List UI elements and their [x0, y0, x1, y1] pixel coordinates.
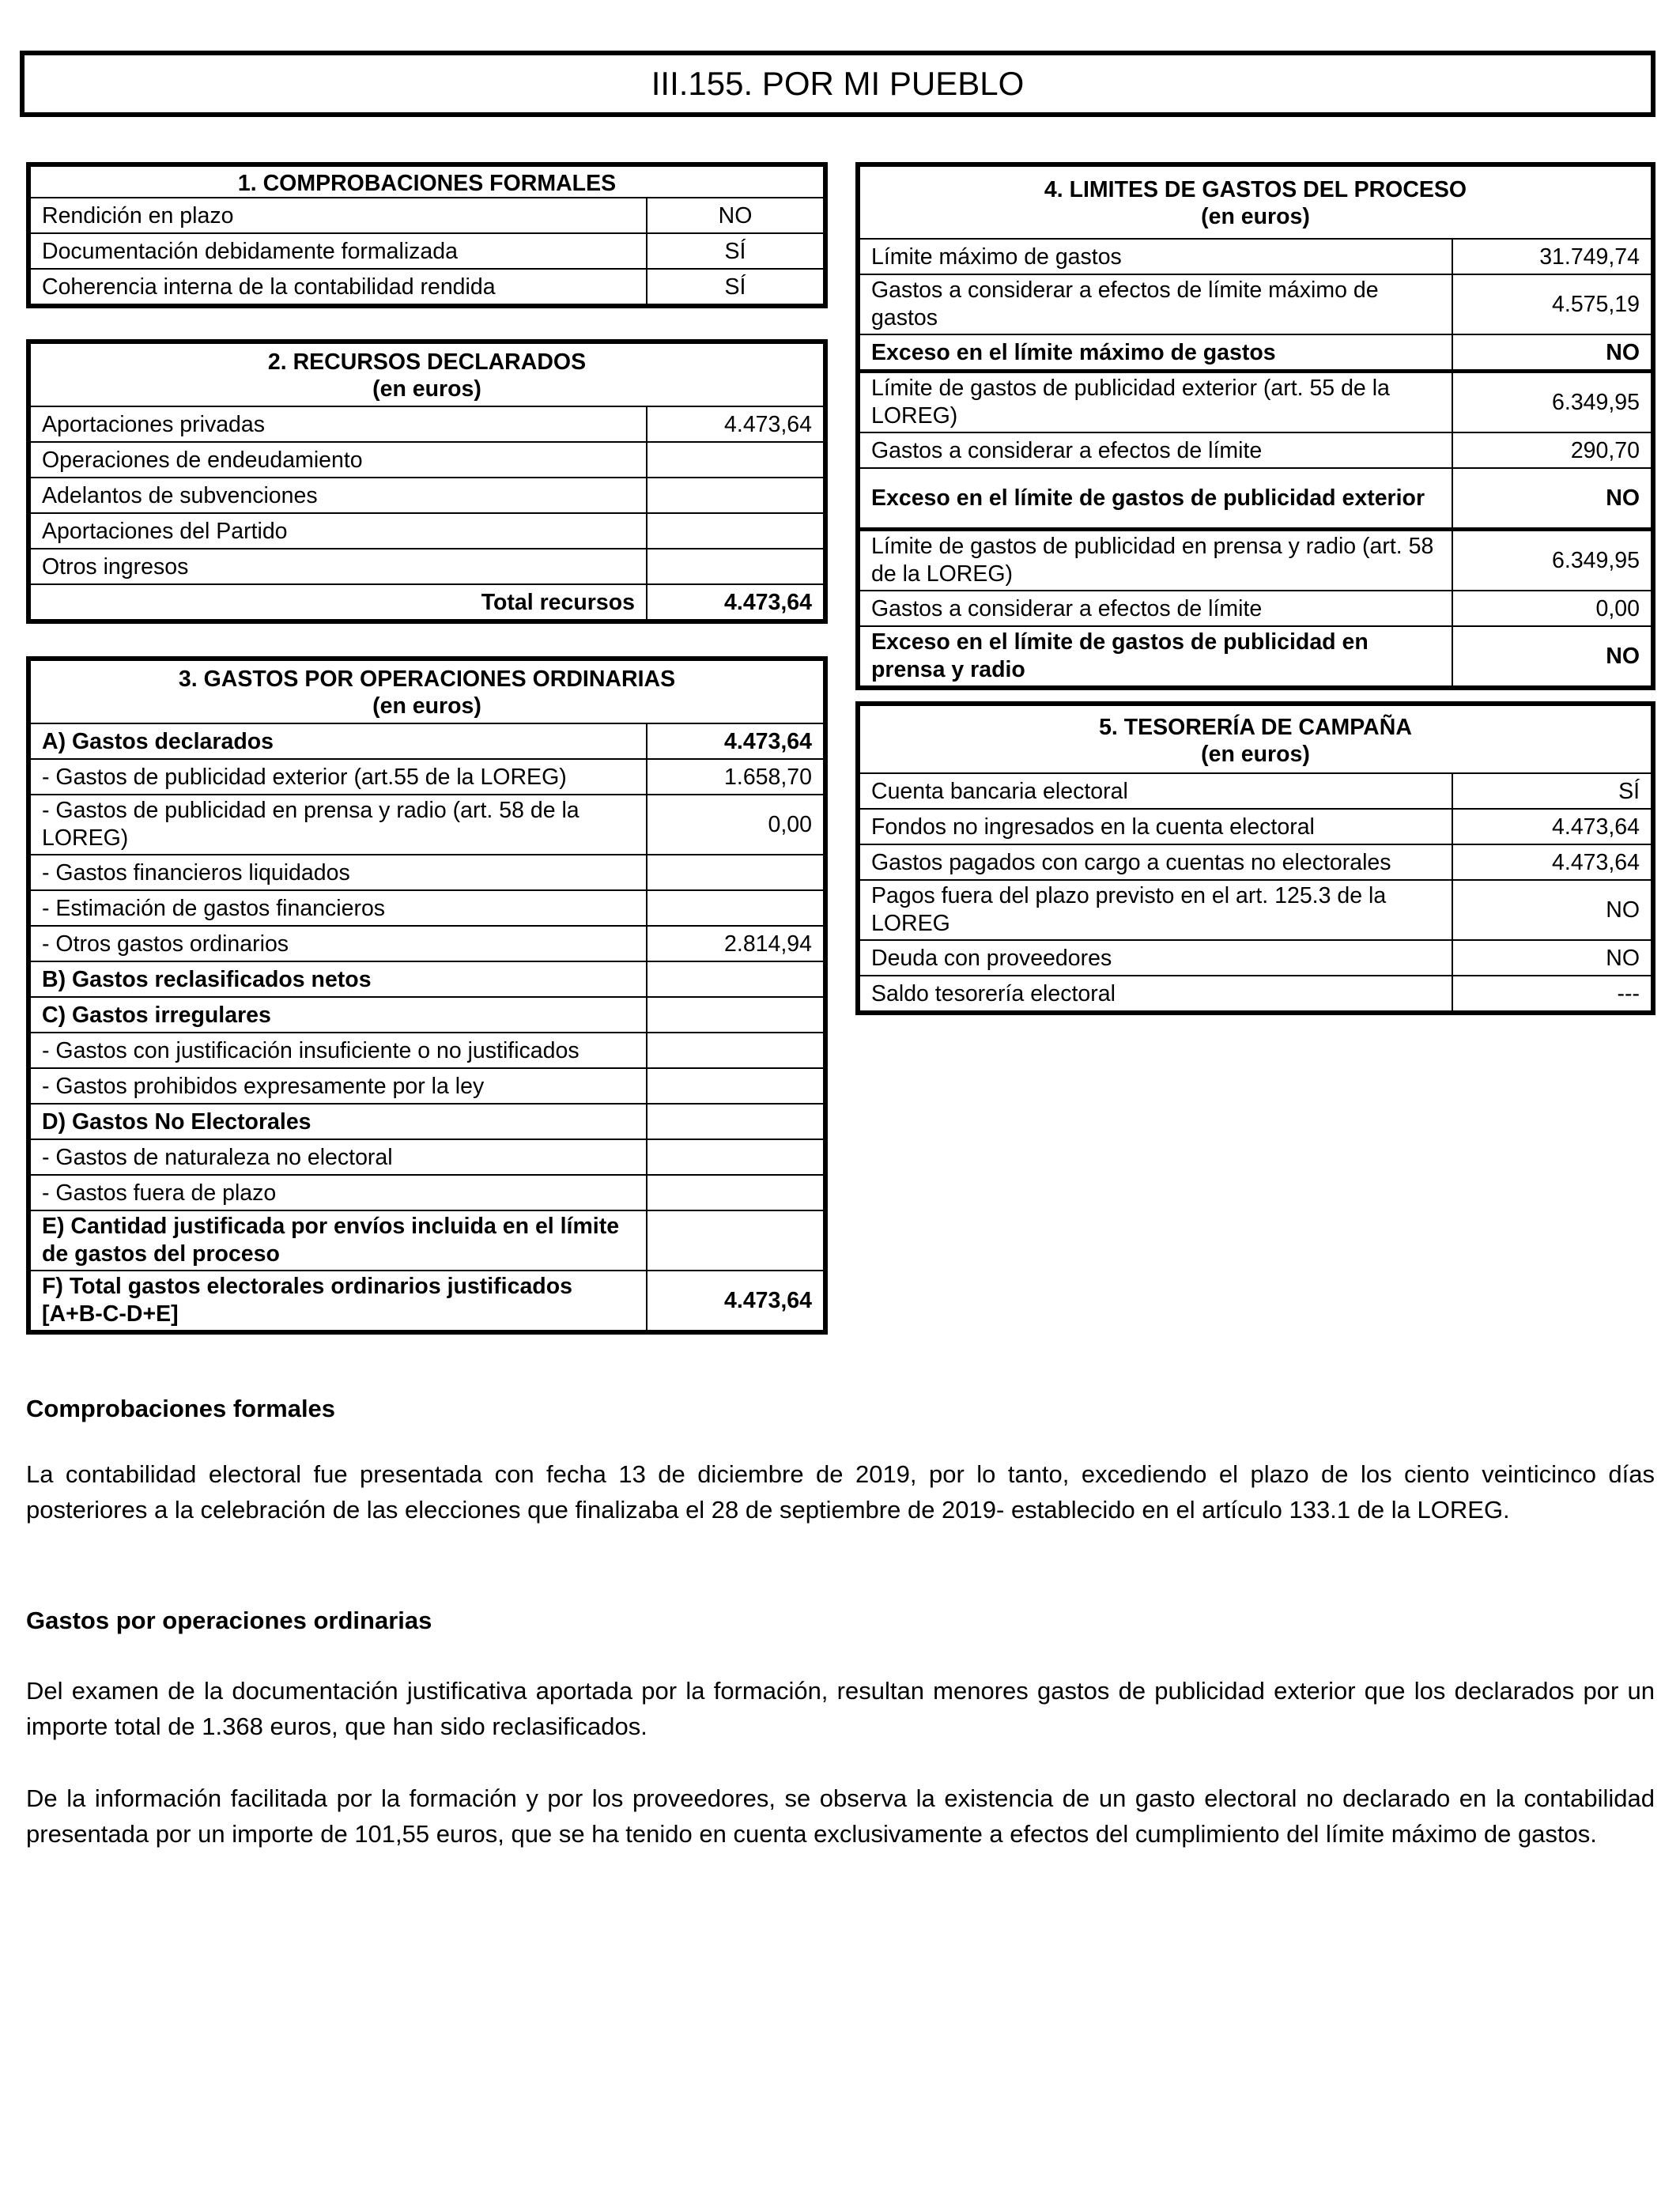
table-row — [28, 855, 825, 890]
table-row — [28, 997, 825, 1033]
section-title: 5. TESORERÍA DE CAMPAÑA — [1099, 715, 1412, 740]
total-value: 4.473,64 — [647, 1271, 825, 1332]
row-value: 4.473,64 — [1452, 844, 1653, 880]
spending-limits-table — [855, 162, 1655, 690]
total-row — [28, 1271, 825, 1332]
row-label: Límite máximo de gastos — [858, 239, 1452, 274]
row-value — [647, 1068, 825, 1104]
table-row — [858, 591, 1653, 626]
row-label: Saldo tesorería electoral — [858, 976, 1452, 1013]
total-label: Total recursos — [28, 584, 647, 621]
section-subtitle: (en euros) — [372, 693, 481, 719]
row-label: Gastos pagados con cargo a cuentas no electorales — [858, 844, 1452, 880]
row-value: NO — [1452, 940, 1653, 976]
declared-resources-title — [28, 342, 825, 406]
paragraph-undeclared-expense — [26, 1781, 1655, 1852]
row-label: - Gastos financieros liquidados — [28, 855, 647, 890]
row-label: Pagos fuera del plazo previsto en el art. 125.3 de la LOREG — [858, 880, 1452, 940]
row-label: - Gastos de publicidad en prensa y radio (art. 58 de la LOREG) — [28, 795, 647, 855]
row-label: Cuenta bancaria electoral — [858, 773, 1452, 809]
row-value — [647, 1139, 825, 1175]
section-title: 3. GASTOS POR OPERACIONES ORDINARIAS — [178, 667, 676, 692]
row-value: 290,70 — [1452, 432, 1653, 468]
row-value: 0,00 — [1452, 591, 1653, 626]
row-label: Adelantos de subvenciones — [28, 478, 647, 513]
table-row — [28, 723, 825, 759]
row-label: - Gastos fuera de plazo — [28, 1175, 647, 1210]
total-row — [28, 584, 825, 621]
table-row — [28, 759, 825, 795]
campaign-treasury-title — [858, 704, 1653, 773]
table-row — [28, 1068, 825, 1104]
section-subtitle: (en euros) — [1201, 742, 1310, 767]
table-row — [858, 626, 1653, 688]
table-row — [858, 809, 1653, 844]
row-value — [647, 1104, 825, 1139]
table-row — [28, 549, 825, 584]
row-label: C) Gastos irregulares — [28, 997, 647, 1033]
section-title: 4. LIMITES DE GASTOS DEL PROCESO — [1044, 177, 1467, 202]
row-value — [647, 1175, 825, 1210]
table-row — [28, 478, 825, 513]
row-value — [647, 961, 825, 997]
section-subtitle: (en euros) — [372, 376, 481, 402]
row-label: B) Gastos reclasificados netos — [28, 961, 647, 997]
paragraph-text: La contabilidad electoral fue presentada con fecha 13 de diciembre de 2019, por lo tanto, excediendo el plazo de los ciento veinticinco días posteriores a la celebración de las elecciones que finalizaba el 28 de septiembre de 2019- establecido en el artículo 133.1 de la LOREG. — [26, 1460, 1655, 1524]
row-label: - Otros gastos ordinarios — [28, 926, 647, 961]
row-label: - Gastos prohibidos expresamente por la ley — [28, 1068, 647, 1104]
heading-formal-checks: Comprobaciones formales — [26, 1395, 336, 1422]
row-label: Aportaciones privadas — [28, 406, 647, 442]
row-value: 2.814,94 — [647, 926, 825, 961]
table-row — [858, 940, 1653, 976]
paragraph-text: De la información facilitada por la formación y por los proveedores, se observa la existencia de un gasto electoral no declarado en la contabilidad presentada por un importe de 101,55 euros, que se ha tenido en cuenta exclusivamente a efectos del cumplimiento del límite máximo de gastos. — [26, 1784, 1655, 1848]
row-value — [647, 478, 825, 513]
table-row — [858, 334, 1653, 372]
row-label: Gastos a considerar a efectos de límite — [858, 432, 1452, 468]
table-row — [858, 372, 1653, 433]
section-subtitle: (en euros) — [1201, 204, 1310, 229]
paragraph-reclassified — [26, 1673, 1655, 1744]
row-value: SÍ — [1452, 773, 1653, 809]
table-row — [858, 239, 1653, 274]
spending-limits-title — [858, 164, 1653, 239]
row-label: E) Cantidad justificada por envíos incluida en el límite de gastos del proceso — [28, 1210, 647, 1271]
table-row — [858, 976, 1653, 1013]
table-row — [28, 926, 825, 961]
row-label: Aportaciones del Partido — [28, 513, 647, 549]
table-row — [858, 880, 1653, 940]
total-label: F) Total gastos electorales ordinarios justificados [A+B-C-D+E] — [28, 1271, 647, 1332]
row-label: Coherencia interna de la contabilidad rendida — [28, 269, 647, 306]
table-row — [28, 442, 825, 478]
table-row — [28, 1210, 825, 1271]
row-value: 0,00 — [647, 795, 825, 855]
row-value: 4.473,64 — [647, 406, 825, 442]
row-label: Otros ingresos — [28, 549, 647, 584]
table-row — [28, 1175, 825, 1210]
row-label: - Gastos con justificación insuficiente o no justificados — [28, 1033, 647, 1068]
ordinary-expenses-title — [28, 659, 825, 723]
declared-resources-table — [26, 339, 828, 624]
table-row — [28, 961, 825, 997]
row-label: Documentación debidamente formalizada — [28, 233, 647, 269]
row-label: Exceso en el límite de gastos de publicidad exterior — [858, 468, 1452, 530]
row-value — [647, 890, 825, 926]
row-label: Deuda con proveedores — [858, 940, 1452, 976]
row-label: Exceso en el límite máximo de gastos — [858, 334, 1452, 372]
total-value: 4.473,64 — [647, 584, 825, 621]
row-label: - Gastos de naturaleza no electoral — [28, 1139, 647, 1175]
heading-ordinary-expenses: Gastos por operaciones ordinarias — [26, 1607, 432, 1634]
row-value: 1.658,70 — [647, 759, 825, 795]
row-value: 31.749,74 — [1452, 239, 1653, 274]
row-value: NO — [1452, 626, 1653, 688]
table-row — [858, 274, 1653, 334]
table-row — [28, 795, 825, 855]
row-value: 4.473,64 — [647, 723, 825, 759]
table-row — [28, 406, 825, 442]
paragraph-text: Del examen de la documentación justificativa aportada por la formación, resultan menores gastos de publicidad exterior que los declarados por un importe total de 1.368 euros, que han sido reclasificados. — [26, 1677, 1655, 1740]
formal-checks-table — [26, 162, 828, 308]
paragraph-formal-checks — [26, 1456, 1655, 1527]
section-title: 2. RECURSOS DECLARADOS — [267, 349, 587, 375]
row-value: NO — [1452, 880, 1653, 940]
row-value — [647, 442, 825, 478]
table-row — [858, 773, 1653, 809]
page-title: III.155. POR MI PUEBLO — [20, 51, 1655, 117]
table-row — [858, 468, 1653, 530]
row-label: Operaciones de endeudamiento — [28, 442, 647, 478]
row-value: 6.349,95 — [1452, 530, 1653, 591]
row-value — [647, 549, 825, 584]
table-row — [28, 1033, 825, 1068]
row-value: SÍ — [647, 233, 825, 269]
row-label: Límite de gastos de publicidad exterior (art. 55 de la LOREG) — [858, 372, 1452, 433]
row-value: 6.349,95 — [1452, 372, 1653, 433]
row-label: - Gastos de publicidad exterior (art.55 de la LOREG) — [28, 759, 647, 795]
table-row — [28, 513, 825, 549]
row-label: Gastos a considerar a efectos de límite máximo de gastos — [858, 274, 1452, 334]
formal-checks-title: 1. COMPROBACIONES FORMALES — [28, 164, 825, 198]
table-row — [28, 1104, 825, 1139]
table-row — [28, 1139, 825, 1175]
row-value — [647, 997, 825, 1033]
row-label: Exceso en el límite de gastos de publicidad en prensa y radio — [858, 626, 1452, 688]
table-row — [858, 844, 1653, 880]
campaign-treasury-table — [855, 701, 1655, 1015]
row-value: --- — [1452, 976, 1653, 1013]
row-value: NO — [1452, 468, 1653, 530]
table-row — [28, 890, 825, 926]
table-row — [28, 198, 825, 233]
row-label: Gastos a considerar a efectos de límite — [858, 591, 1452, 626]
table-row — [858, 530, 1653, 591]
table-row — [858, 432, 1653, 468]
ordinary-expenses-table — [26, 656, 828, 1335]
row-value: NO — [1452, 334, 1653, 372]
table-row — [28, 269, 825, 306]
row-value: NO — [647, 198, 825, 233]
row-value — [647, 1210, 825, 1271]
row-value: 4.575,19 — [1452, 274, 1653, 334]
row-label: A) Gastos declarados — [28, 723, 647, 759]
row-value: 4.473,64 — [1452, 809, 1653, 844]
row-value: SÍ — [647, 269, 825, 306]
row-label: Límite de gastos de publicidad en prensa y radio (art. 58 de la LOREG) — [858, 530, 1452, 591]
row-label: D) Gastos No Electorales — [28, 1104, 647, 1139]
row-value — [647, 855, 825, 890]
row-label: Fondos no ingresados en la cuenta electoral — [858, 809, 1452, 844]
row-value — [647, 513, 825, 549]
row-label: Rendición en plazo — [28, 198, 647, 233]
table-row — [28, 233, 825, 269]
row-value — [647, 1033, 825, 1068]
row-label: - Estimación de gastos financieros — [28, 890, 647, 926]
